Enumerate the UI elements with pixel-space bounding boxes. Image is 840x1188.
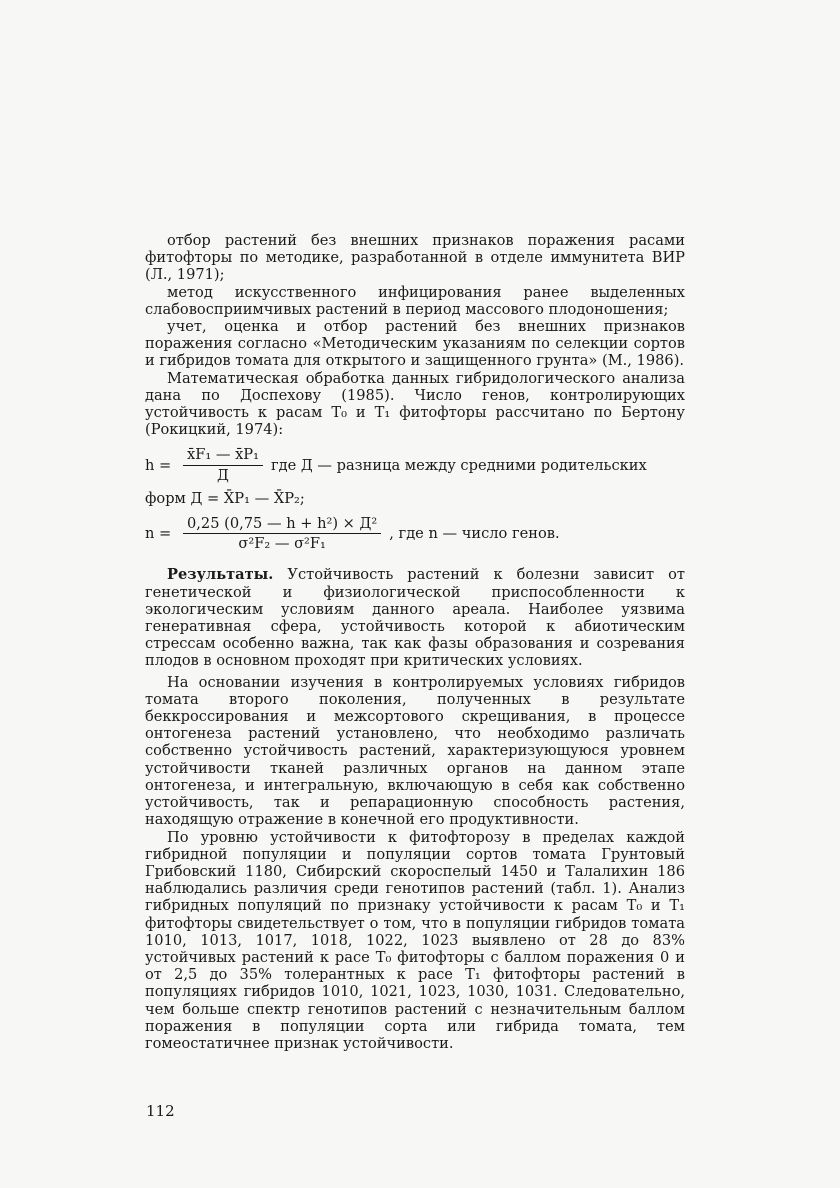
formula-n-fraction: [183, 515, 381, 552]
formula-h-denominator: Д: [217, 466, 229, 484]
paragraph-method-3: учет, оценка и отбор растений без внешних признаков поражения согласно «Методическим указаниям по селекции сортов и гибридов томата для открытого и защищенного грунта» (М., 1986).: [145, 318, 685, 370]
paragraph-results: [145, 566, 685, 669]
formula-n-explanation: , где n — число генов.: [389, 525, 560, 543]
page-number: 112: [146, 1102, 175, 1120]
formula-n-lhs: n =: [145, 525, 172, 543]
paragraph-method-2: метод искусственного инфицирования ранее выделенных слабовосприимчивых растений в период массового плодоношения;: [145, 283, 685, 318]
formula-h-numerator: x̄F₁ — x̄P₁: [183, 446, 263, 465]
paragraph-math-processing: Математическая обработка данных гибридологического анализа дана по Доспехову (1985). Число генов, контролирующих устойчивость к расам T₀ и T₁ фитофторы рассчитано по Бертону (Рокицкий, 1974):: [145, 369, 685, 439]
formula-n-denominator: σ²F₂ — σ²F₁: [238, 535, 326, 553]
results-text: Устойчивость растений к болезни зависит от генетической и физиологической приспособленности к экологическим условиям данного ареала. Наиболее уязвима генеративная сфера, устойчивость которой к абиотическим стрессам особенно важна, так как фазы образования и созревания плодов в основном проходят при критических условиях.: [145, 566, 685, 670]
formula-h: [145, 446, 685, 483]
paragraph-method-1: отбор растений без внешних признаков поражения расами фитофторы по методике, разработанной в отделе иммунитета ВИР (Л., 1971);: [145, 232, 685, 284]
formula-h-fraction: [183, 446, 263, 483]
formula-n-numerator: 0,25 (0,75 — h + h²) × Д²: [183, 515, 381, 534]
results-heading: Результаты.: [167, 566, 274, 584]
body-text: [145, 232, 685, 1052]
formula-n: [145, 515, 685, 552]
paragraph-resistance-level: По уровню устойчивости к фитофторозу в пределах каждой гибридной популяции и популяции сортов томата Грунтовый Грибовский 1180, Сибирский скороспелый 1450 и Талалихин 186 наблюдались различия среди генотипов растений (табл. 1). Анализ гибридных популяций по признаку устойчивости к расам T₀ и T₁ фитофторы свидетельствует о том, что в популяции гибридов томата 1010, 1013, 1017, 1018, 1022, 1023 выявлено от 28 до 83% устойчивых растений к расе T₀ фитофторы с баллом поражения 0 и от 2,5 до 35% толерантных к расе T₁ фитофторы растений в популяциях гибридов 1010, 1021, 1023, 1030, 1031. Следовательно, чем больше спектр генотипов растений с незначительным баллом поражения в популяции сорта или гибрида томата, тем гомеостатичнее признак устойчивости.: [145, 828, 685, 1052]
formula-d: форм Д = X̄P₁ — X̄P₂;: [145, 489, 305, 507]
formula-h-lhs: h =: [145, 456, 172, 474]
paragraph-study: На основании изучения в контролируемых условиях гибридов томата второго поколения, полученных в результате беккроссирования и межсортового скрещивания, в процессе онтогенеза растений установлено, что необходимо различать собственно устойчивость растений, характеризующуюся уровнем устойчивости тканей различных органов на данном этапе онтогенеза, и интегральную, включающую в себя как собственно устойчивость, так и репарационную способность растения, находящую отражение в конечной его продуктивности.: [145, 673, 685, 829]
formula-h-explanation: где Д — разница между средними родительских: [270, 456, 647, 474]
